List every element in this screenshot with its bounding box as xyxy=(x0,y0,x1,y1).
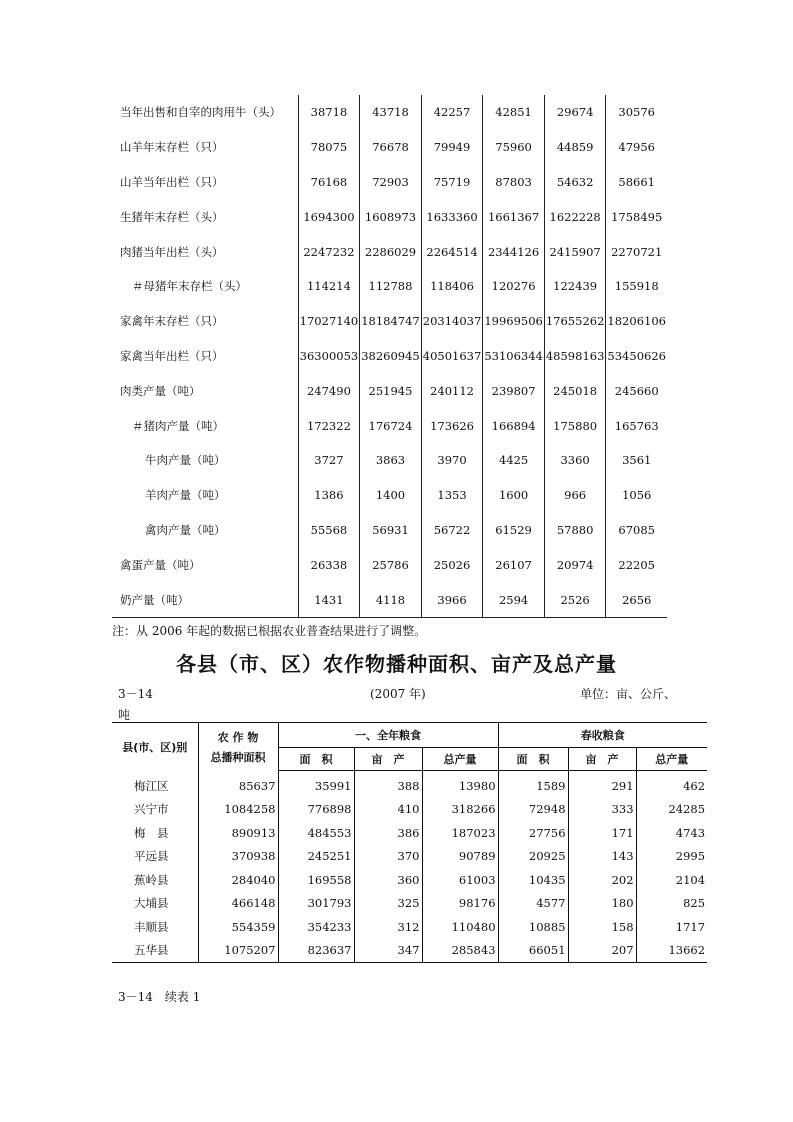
table-cell: 18206106 xyxy=(606,304,667,339)
row-label: 家禽当年出栏（只） xyxy=(120,348,224,363)
table-row xyxy=(112,845,707,869)
livestock-table xyxy=(112,95,667,618)
header-total-line1: 农 作 物 xyxy=(217,730,259,744)
table-cell: 291 xyxy=(568,771,636,798)
table-cell: 2104 xyxy=(636,868,707,892)
table-row xyxy=(112,798,707,822)
region-name: 大埔县 xyxy=(134,896,169,911)
table-unit-continued: 吨 xyxy=(118,708,131,722)
table-cell: 38260945 xyxy=(360,339,422,374)
table-cell: 776898 xyxy=(278,798,354,822)
header-region: 县(市、区)别 xyxy=(112,723,198,771)
footer-continued-label: 3－14 续表 1 xyxy=(118,990,201,1004)
table-row xyxy=(112,199,667,234)
crop-table xyxy=(112,722,707,963)
table-cell: 24285 xyxy=(636,798,707,822)
table-cell: 20974 xyxy=(544,547,606,582)
table-cell: 301793 xyxy=(278,892,354,916)
table-cell: 245018 xyxy=(544,373,606,408)
header-yield-2: 亩 产 xyxy=(568,748,636,771)
table-cell: 55568 xyxy=(298,513,360,548)
table-row xyxy=(112,443,667,478)
table-cell: 40501637 xyxy=(421,339,483,374)
table-cell: 1431 xyxy=(298,582,360,617)
table-cell: 29674 xyxy=(544,95,606,130)
table-cell: 370 xyxy=(354,845,422,869)
table-cell: 176724 xyxy=(360,408,422,443)
table-cell: 85637 xyxy=(198,771,278,798)
table-cell: 466148 xyxy=(198,892,278,916)
table-cell: 56931 xyxy=(360,513,422,548)
table-cell: 2415907 xyxy=(544,234,606,269)
header-spring-grain: 春收粮食 xyxy=(498,723,707,748)
table-cell: 462 xyxy=(636,771,707,798)
table-cell: 966 xyxy=(544,478,606,513)
region-name: 五华县 xyxy=(112,939,198,963)
table-row xyxy=(112,408,667,443)
table-cell: 890913 xyxy=(198,821,278,845)
region-name: 梅江区 xyxy=(134,778,169,793)
table-cell: 61529 xyxy=(483,513,545,548)
table-unit: 单位：亩、公斤、 xyxy=(580,687,677,701)
region-name: 兴宁市 xyxy=(134,802,169,817)
row-label: 家禽年末存栏（只） xyxy=(120,314,224,329)
table-cell: 173626 xyxy=(421,408,483,443)
table-cell: 25026 xyxy=(421,547,483,582)
table-cell: 240112 xyxy=(421,373,483,408)
table-cell: 2995 xyxy=(636,845,707,869)
header-output-1: 总产量 xyxy=(422,748,498,771)
table-row xyxy=(112,939,707,963)
table-row xyxy=(112,339,667,374)
table-cell: 239807 xyxy=(483,373,545,408)
table-cell: 76168 xyxy=(298,165,360,200)
region-name: 梅 县 xyxy=(134,825,169,840)
row-label: 羊肉产量（吨） xyxy=(145,488,226,503)
table-cell: 554359 xyxy=(198,915,278,939)
region-name: 丰顺县 xyxy=(134,919,169,934)
table-cell: 333 xyxy=(568,798,636,822)
table-cell: 56722 xyxy=(421,513,483,548)
table-cell: 175880 xyxy=(544,408,606,443)
table-cell: 245660 xyxy=(606,373,667,408)
table-cell: 143 xyxy=(568,845,636,869)
row-label: 肉类产量（吨） xyxy=(120,383,201,398)
table-row xyxy=(112,513,667,548)
table-cell: 370938 xyxy=(198,845,278,869)
table-cell: 43718 xyxy=(360,95,422,130)
row-label: 山羊年末存栏（只） xyxy=(120,140,224,155)
table-row xyxy=(112,478,667,513)
table-row xyxy=(112,868,707,892)
table-note: 注：从 2006 年起的数据已根据农业普查结果进行了调整。 xyxy=(112,624,427,638)
table-cell: 53450626 xyxy=(606,339,667,374)
table-cell: 98176 xyxy=(422,892,498,916)
table-row xyxy=(112,95,667,130)
table-cell: 187023 xyxy=(422,821,498,845)
table-cell: 247490 xyxy=(298,373,360,408)
table-cell: 1075207 xyxy=(198,939,278,963)
table-cell: 172322 xyxy=(298,408,360,443)
table-row xyxy=(112,165,667,200)
table-cell: 72903 xyxy=(360,165,422,200)
table-cell: 19969506 xyxy=(483,304,545,339)
table-cell: 1589 xyxy=(498,771,568,798)
table-cell: 823637 xyxy=(278,939,354,963)
table-cell: 2286029 xyxy=(360,234,422,269)
table-cell: 180 xyxy=(568,892,636,916)
table-cell: 4577 xyxy=(498,892,568,916)
header-total-line2: 总播种面积 xyxy=(210,750,266,764)
row-label: 山羊当年出栏（只） xyxy=(120,174,224,189)
table-cell: 354233 xyxy=(278,915,354,939)
table-cell: 318266 xyxy=(422,798,498,822)
table-cell: 484553 xyxy=(278,821,354,845)
table-cell: 1717 xyxy=(636,915,707,939)
row-label: 当年出售和自宰的肉用牛（头） xyxy=(120,105,281,120)
table-cell: 26338 xyxy=(298,547,360,582)
table-row xyxy=(112,547,667,582)
table-cell: 112788 xyxy=(360,269,422,304)
table-cell: 110480 xyxy=(422,915,498,939)
table-cell: 25786 xyxy=(360,547,422,582)
table-year: (2007 年) xyxy=(370,687,426,701)
table-row xyxy=(112,234,667,269)
table-row xyxy=(112,582,667,617)
table-cell: 825 xyxy=(636,892,707,916)
table-cell: 61003 xyxy=(422,868,498,892)
table-cell: 10885 xyxy=(498,915,568,939)
table-cell: 207 xyxy=(568,939,636,963)
table-cell: 4425 xyxy=(483,443,545,478)
region-name: 蕉岭县 xyxy=(134,872,169,887)
table-cell: 155918 xyxy=(606,269,667,304)
table-cell: 79949 xyxy=(421,130,483,165)
table-cell: 166894 xyxy=(483,408,545,443)
table-cell: 3970 xyxy=(421,443,483,478)
table-cell: 13980 xyxy=(422,771,498,798)
table-cell: 2594 xyxy=(483,582,545,617)
table-row xyxy=(112,771,707,798)
table-cell: 1694300 xyxy=(298,199,360,234)
table-cell: 285843 xyxy=(422,939,498,963)
table-cell: 114214 xyxy=(298,269,360,304)
table-cell: 360 xyxy=(354,868,422,892)
row-label: 牛肉产量（吨） xyxy=(145,453,226,468)
table-cell: 347 xyxy=(354,939,422,963)
table-row xyxy=(112,373,667,408)
table-cell: 118406 xyxy=(421,269,483,304)
table-cell: 1400 xyxy=(360,478,422,513)
table-cell: 120276 xyxy=(483,269,545,304)
table-cell: 2247232 xyxy=(298,234,360,269)
table-cell: 17027140 xyxy=(298,304,360,339)
table-cell: 325 xyxy=(354,892,422,916)
table-cell: 4118 xyxy=(360,582,422,617)
table-cell: 75960 xyxy=(483,130,545,165)
table-cell: 3360 xyxy=(544,443,606,478)
table-cell: 3727 xyxy=(298,443,360,478)
table-cell: 90789 xyxy=(422,845,498,869)
table-cell: 171 xyxy=(568,821,636,845)
table-cell: 27756 xyxy=(498,821,568,845)
table-cell: 58661 xyxy=(606,165,667,200)
table-cell: 47956 xyxy=(606,130,667,165)
row-label: 禽肉产量（吨） xyxy=(145,522,226,537)
table-cell: 35991 xyxy=(278,771,354,798)
table-cell: 284040 xyxy=(198,868,278,892)
table-cell: 3561 xyxy=(606,443,667,478)
header-total-sown-area xyxy=(198,723,278,771)
row-label: 奶产量（吨） xyxy=(112,582,298,617)
table-cell: 388 xyxy=(354,771,422,798)
table-cell: 13662 xyxy=(636,939,707,963)
table-cell: 48598163 xyxy=(544,339,606,374)
table-cell: 2270721 xyxy=(606,234,667,269)
table-cell: 57880 xyxy=(544,513,606,548)
table-cell: 78075 xyxy=(298,130,360,165)
table-cell: 1758495 xyxy=(606,199,667,234)
table-row xyxy=(112,821,707,845)
table-cell: 2526 xyxy=(544,582,606,617)
row-label: 生猪年末存栏（头） xyxy=(120,209,224,224)
table-cell: 22205 xyxy=(606,547,667,582)
table-cell: 312 xyxy=(354,915,422,939)
table-cell: 17655262 xyxy=(544,304,606,339)
row-label: 肉猪当年出栏（头） xyxy=(120,244,224,259)
section-title: 各县（市、区）农作物播种面积、亩产及总产量 xyxy=(176,652,617,676)
table-cell: 44859 xyxy=(544,130,606,165)
table-cell: 26107 xyxy=(483,547,545,582)
table-cell: 158 xyxy=(568,915,636,939)
table-cell: 245251 xyxy=(278,845,354,869)
table-cell: 76678 xyxy=(360,130,422,165)
table-cell: 1056 xyxy=(606,478,667,513)
table-cell: 2344126 xyxy=(483,234,545,269)
table-cell: 3863 xyxy=(360,443,422,478)
table-cell: 122439 xyxy=(544,269,606,304)
table-cell: 1084258 xyxy=(198,798,278,822)
table-cell: 72948 xyxy=(498,798,568,822)
table-cell: 1633360 xyxy=(421,199,483,234)
table-cell: 1600 xyxy=(483,478,545,513)
row-label: ＃猪肉产量（吨） xyxy=(132,418,224,433)
header-yield-1: 亩 产 xyxy=(354,748,422,771)
table-row xyxy=(112,269,667,304)
header-area-2: 面 积 xyxy=(498,748,568,771)
table-cell: 3966 xyxy=(421,582,483,617)
table-cell: 42851 xyxy=(483,95,545,130)
table-cell: 2656 xyxy=(606,582,667,617)
table-cell: 66051 xyxy=(498,939,568,963)
table-row xyxy=(112,304,667,339)
table-cell: 169558 xyxy=(278,868,354,892)
table-cell: 36300053 xyxy=(298,339,360,374)
table-cell: 165763 xyxy=(606,408,667,443)
row-label: ＃母猪年末存栏（头） xyxy=(132,279,247,294)
table-cell: 4743 xyxy=(636,821,707,845)
table-cell: 251945 xyxy=(360,373,422,408)
table-cell: 42257 xyxy=(421,95,483,130)
table-cell: 20314037 xyxy=(421,304,483,339)
table-cell: 10435 xyxy=(498,868,568,892)
table-cell: 410 xyxy=(354,798,422,822)
table-cell: 38718 xyxy=(298,95,360,130)
table-row xyxy=(112,130,667,165)
table-cell: 1386 xyxy=(298,478,360,513)
table-cell: 1353 xyxy=(421,478,483,513)
table-cell: 1608973 xyxy=(360,199,422,234)
table-cell: 202 xyxy=(568,868,636,892)
table-cell: 1661367 xyxy=(483,199,545,234)
table-cell: 20925 xyxy=(498,845,568,869)
table-cell: 2264514 xyxy=(421,234,483,269)
table-cell: 53106344 xyxy=(483,339,545,374)
table-cell: 386 xyxy=(354,821,422,845)
header-annual-grain: 一、全年粮食 xyxy=(278,723,498,748)
region-name: 平远县 xyxy=(134,849,169,864)
table-cell: 18184747 xyxy=(360,304,422,339)
table-cell: 87803 xyxy=(483,165,545,200)
header-output-2: 总产量 xyxy=(636,748,707,771)
table-code: 3－14 xyxy=(118,687,153,701)
header-area-1: 面 积 xyxy=(278,748,354,771)
table-row xyxy=(112,915,707,939)
table-cell: 54632 xyxy=(544,165,606,200)
table-cell: 67085 xyxy=(606,513,667,548)
table-cell: 1622228 xyxy=(544,199,606,234)
table-cell: 75719 xyxy=(421,165,483,200)
row-label: 禽蛋产量（吨） xyxy=(120,557,201,572)
table-row xyxy=(112,892,707,916)
table-cell: 30576 xyxy=(606,95,667,130)
